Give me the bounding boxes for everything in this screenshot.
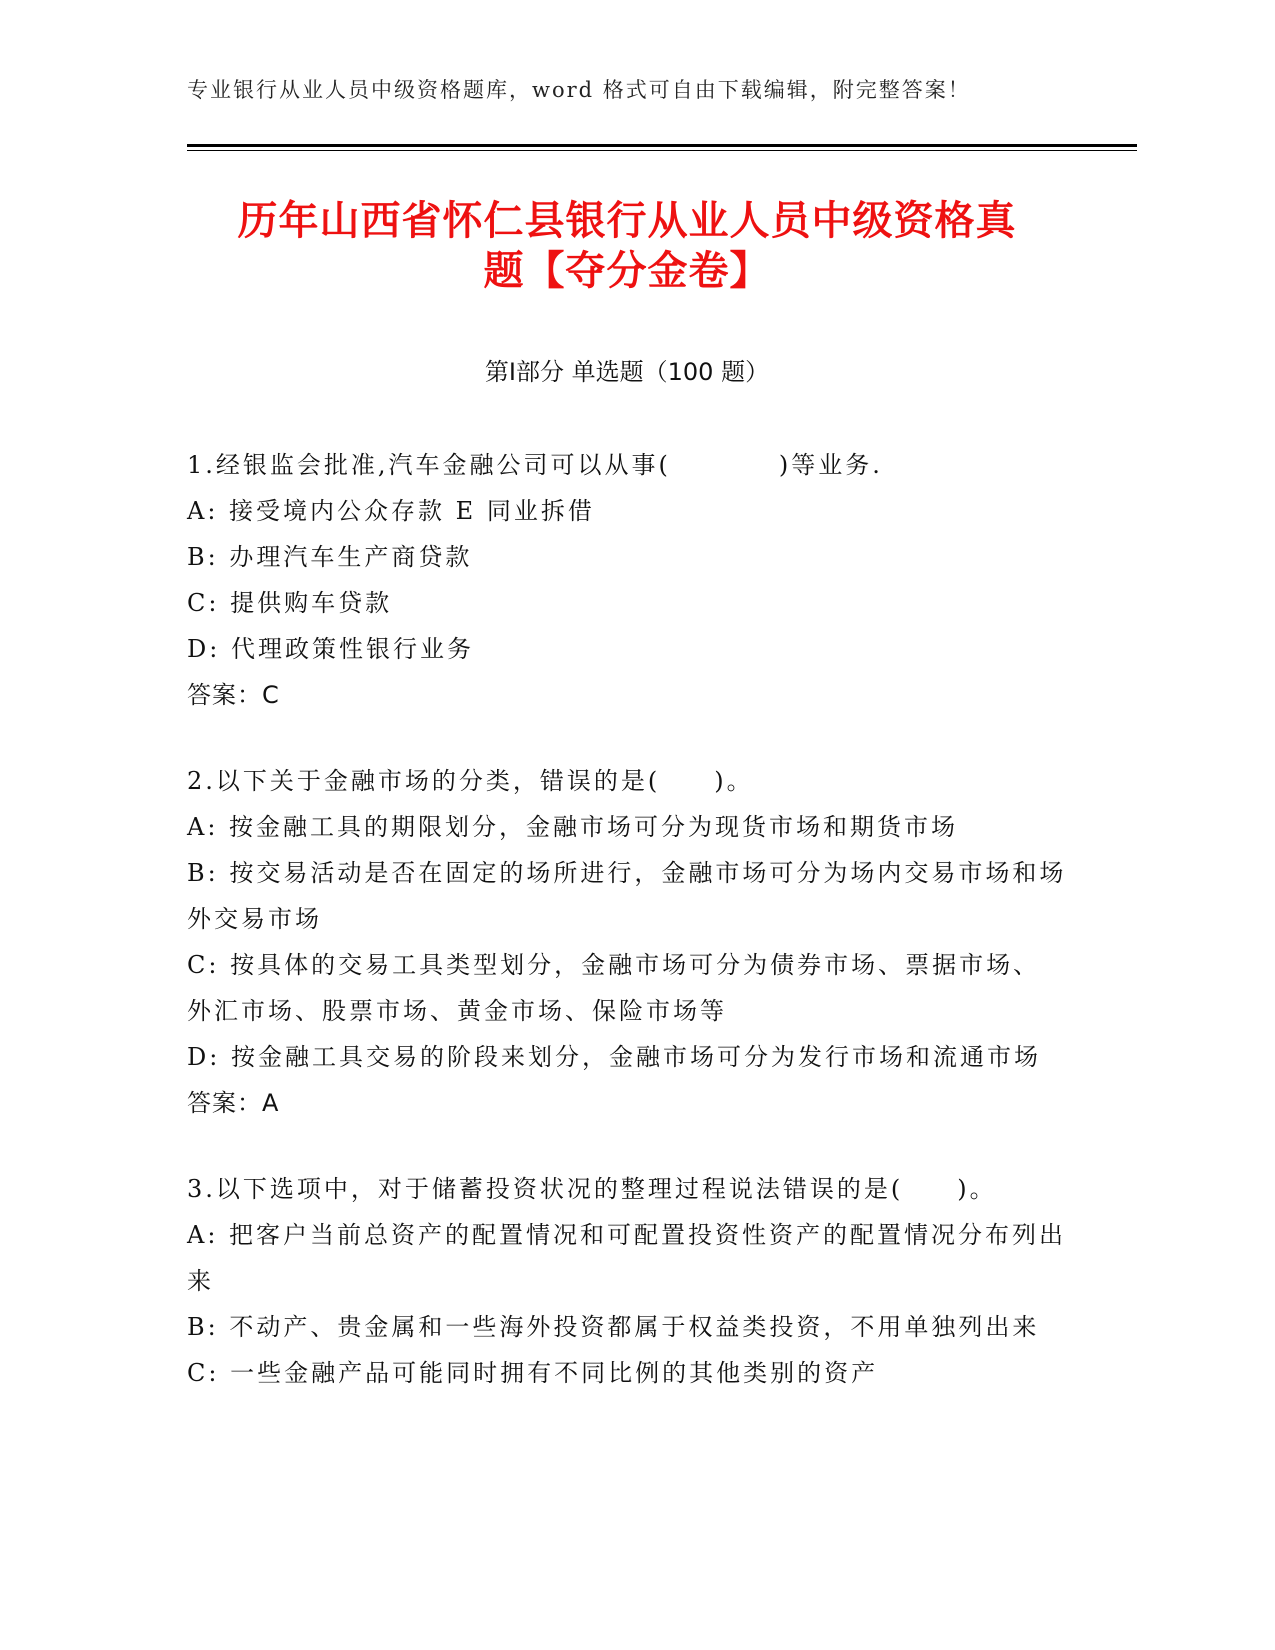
question-1 — [187, 442, 1067, 718]
question-stem: 3.以下选项中，对于储蓄投资状况的整理过程说法错误的是( )。 — [187, 1175, 997, 1203]
document-title-line-2: 题【夺分金卷】 — [483, 248, 771, 294]
header-rule-thick — [187, 144, 1137, 147]
option-a: A: 按金融工具的期限划分，金融市场可分为现货市场和期货市场 — [187, 813, 959, 841]
option-a: A: 把客户当前总资产的配置情况和可配置投资性资产的配置情况分布列出来 — [187, 1221, 1067, 1295]
document-title-line-1: 历年山西省怀仁县银行从业人员中级资格真 — [237, 198, 1017, 244]
option-b: B: 不动产、贵金属和一些海外投资都属于权益类投资，不用单独列出来 — [187, 1313, 1040, 1341]
header-note: 专业银行从业人员中级资格题库，word 格式可自由下载编辑，附完整答案！ — [187, 78, 971, 102]
question-stem: 2.以下关于金融市场的分类，错误的是( )。 — [187, 767, 754, 795]
question-3 — [187, 1166, 1067, 1396]
answer-line — [187, 672, 1067, 718]
question-list — [187, 442, 1067, 1436]
option-c: C: 一些金融产品可能同时拥有不同比例的其他类别的资产 — [187, 1359, 879, 1387]
option-c: C: 按具体的交易工具类型划分，金融市场可分为债券市场、票据市场、外汇市场、股票市场、黄金市场、保险市场等 — [187, 951, 1041, 1025]
option-b: B: 办理汽车生产商贷款 — [187, 543, 473, 571]
answer-label: 答案： — [187, 1089, 262, 1117]
answer-line — [187, 1080, 1067, 1126]
document-title — [187, 196, 1067, 296]
option-c: C: 提供购车贷款 — [187, 589, 393, 617]
section-heading: 第Ⅰ部分 单选题（100 题） — [484, 358, 770, 386]
question-2 — [187, 758, 1067, 1126]
option-a: A: 接受境内公众存款 E 同业拆借 — [187, 497, 595, 525]
answer-label: 答案： — [187, 681, 262, 709]
option-d: D: 代理政策性银行业务 — [187, 635, 474, 663]
option-d: D: 按金融工具交易的阶段来划分，金融市场可分为发行市场和流通市场 — [187, 1043, 1041, 1071]
option-b: B: 按交易活动是否在固定的场所进行，金融市场可分为场内交易市场和场外交易市场 — [187, 859, 1067, 933]
answer-value: A — [262, 1089, 280, 1117]
answer-value: C — [262, 681, 280, 709]
header-rule-thin — [187, 150, 1137, 151]
question-stem: 1.经银监会批准,汽车金融公司可以从事( )等业务. — [187, 451, 883, 479]
